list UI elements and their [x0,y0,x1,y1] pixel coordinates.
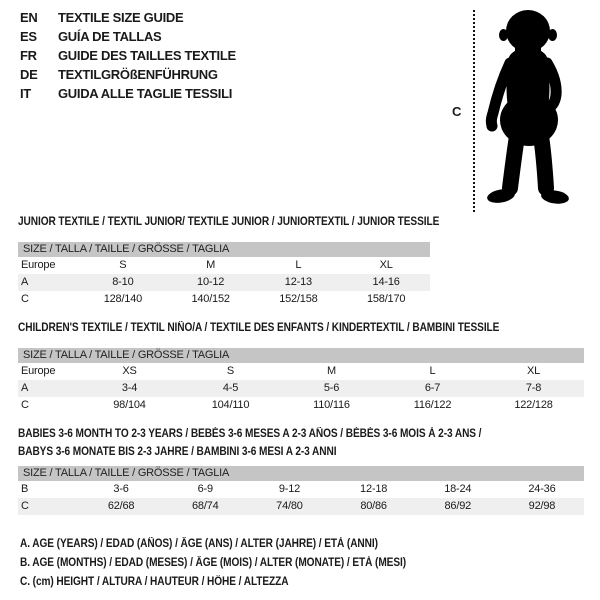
value-cell: L [295,259,302,271]
row-label: A [21,276,29,288]
footnote-line: C. (cm) HEIGHT / ALTURA / HAUTEUR / HÖHE / ALTEZZA [20,576,289,588]
language-title-list [20,8,236,103]
value-cell: L [429,365,436,377]
value-cell: S [226,365,235,377]
size-header-bar: SIZE / TALLA / TAILLE / GRÖSSE / TAGLIA [18,466,584,481]
value-cell: 5-6 [323,382,340,394]
value-cell: 4-5 [222,382,239,394]
value-cell: 92/98 [528,500,556,512]
row-label: Europe [21,365,56,377]
value-cell: M [327,365,336,377]
language-label: GUIDE DES TAILLES TEXTILE [58,48,236,63]
value-cell: 6-7 [424,382,441,394]
table-row [18,380,584,397]
height-measure-figure [440,0,600,215]
table-row [18,291,430,308]
language-label: GUIDA ALLE TAGLIE TESSILI [58,86,233,101]
value-cell: 128/140 [103,293,143,305]
size-header-bar: SIZE / TALLA / TAILLE / GRÖSSE / TAGLIA [18,242,430,257]
value-cell: 3-4 [121,382,138,394]
table-row [18,397,584,414]
value-cell: 104/110 [211,399,250,411]
language-code: IT [20,86,31,101]
language-code: EN [20,10,38,25]
table-row [18,274,430,291]
value-cell: 86/92 [444,500,472,512]
value-cell: 74/80 [276,500,303,512]
value-cell: 18-24 [444,483,472,495]
value-cell: 12-13 [284,276,312,288]
value-cell: 24-36 [528,483,556,495]
row-label: C [21,399,29,411]
row-label: B [21,483,29,495]
language-label: TEXTILGRÖßENFÜHRUNG [58,67,218,82]
row-label: A [21,382,29,394]
row-label: C [21,293,29,305]
baby-silhouette-icon [483,8,600,208]
value-cell: 14-16 [372,276,400,288]
language-row [20,84,236,103]
language-row [20,65,236,84]
value-cell: 68/74 [191,500,219,512]
value-cell: 140/152 [191,293,230,305]
language-code: FR [20,48,37,63]
height-dotted-line [473,10,475,212]
language-label: GUÍA DE TALLAS [58,29,162,44]
value-cell: 110/116 [313,399,350,411]
table-title: BABIES 3-6 MONTH TO 2-3 YEARS / BEBÉS 3-6 MESES A 2-3 AÑOS / BÉBÉS 3-6 MOIS À 2-3 ANS / [18,428,482,440]
value-cell: 6-9 [197,483,213,495]
value-cell: 3-6 [113,483,129,495]
babies-textile-table [18,425,584,515]
table-title: BABYS 3-6 MONATE BIS 2-3 JAHRE / BAMBINI 3-6 MESI A 2-3 ANNI [18,446,337,458]
childrens-textile-table [18,319,584,414]
size-header-bar: SIZE / TALLA / TAILLE / GRÖSSE / TAGLIA [18,348,584,363]
junior-textile-table [18,213,440,308]
table-row [18,257,430,274]
value-cell: 116/122 [413,399,452,411]
value-cell: 9-12 [278,483,301,495]
language-code: ES [20,29,37,44]
table-title: CHILDREN'S TEXTILE / TEXTIL NIÑO/A / TEXTILE DES ENFANTS / KINDERTEXTIL / BAMBINI TESSILE [18,322,500,334]
value-cell: 8-10 [112,276,134,288]
table-row [18,481,584,498]
value-cell: 7-8 [525,382,542,394]
table-row [18,498,584,515]
language-row [20,27,236,46]
value-cell: 12-18 [360,483,388,495]
value-cell: 98/104 [113,399,146,411]
row-label: Europe [21,259,56,271]
measurement-legend [20,535,459,592]
table-title-block [18,319,584,337]
footnote-line: A. AGE (YEARS) / EDAD (AÑOS) / ÂGE (ANS) / ALTER (JAHRE) / ETÀ (ANNI) [20,538,378,550]
value-cell: XL [526,365,541,377]
value-cell: 80/86 [360,500,387,512]
value-cell: XS [122,365,137,377]
value-cell: M [206,259,216,271]
value-cell: 62/68 [107,500,135,512]
language-row [20,8,236,27]
language-code: DE [20,67,38,82]
height-c-label: C [452,104,462,119]
value-cell: S [119,259,127,271]
value-cell: 158/170 [366,293,406,305]
table-title: JUNIOR TEXTILE / TEXTIL JUNIOR/ TEXTILE JUNIOR / JUNIORTEXTIL / JUNIOR TESSILE [18,216,440,228]
value-cell: 10-12 [197,276,225,288]
table-title-block [18,213,440,231]
value-cell: 122/128 [514,399,553,411]
table-row [18,363,584,380]
footnote-line: B. AGE (MONTHS) / EDAD (MESES) / ÂGE (MOIS) / ALTER (MONATE) / ETÀ (MESI) [20,557,407,569]
value-cell: XL [379,259,393,271]
row-label: C [21,500,29,512]
language-row [20,46,236,65]
value-cell: 152/158 [279,293,318,305]
language-label: TEXTILE SIZE GUIDE [58,10,184,25]
table-title-block [18,425,584,461]
